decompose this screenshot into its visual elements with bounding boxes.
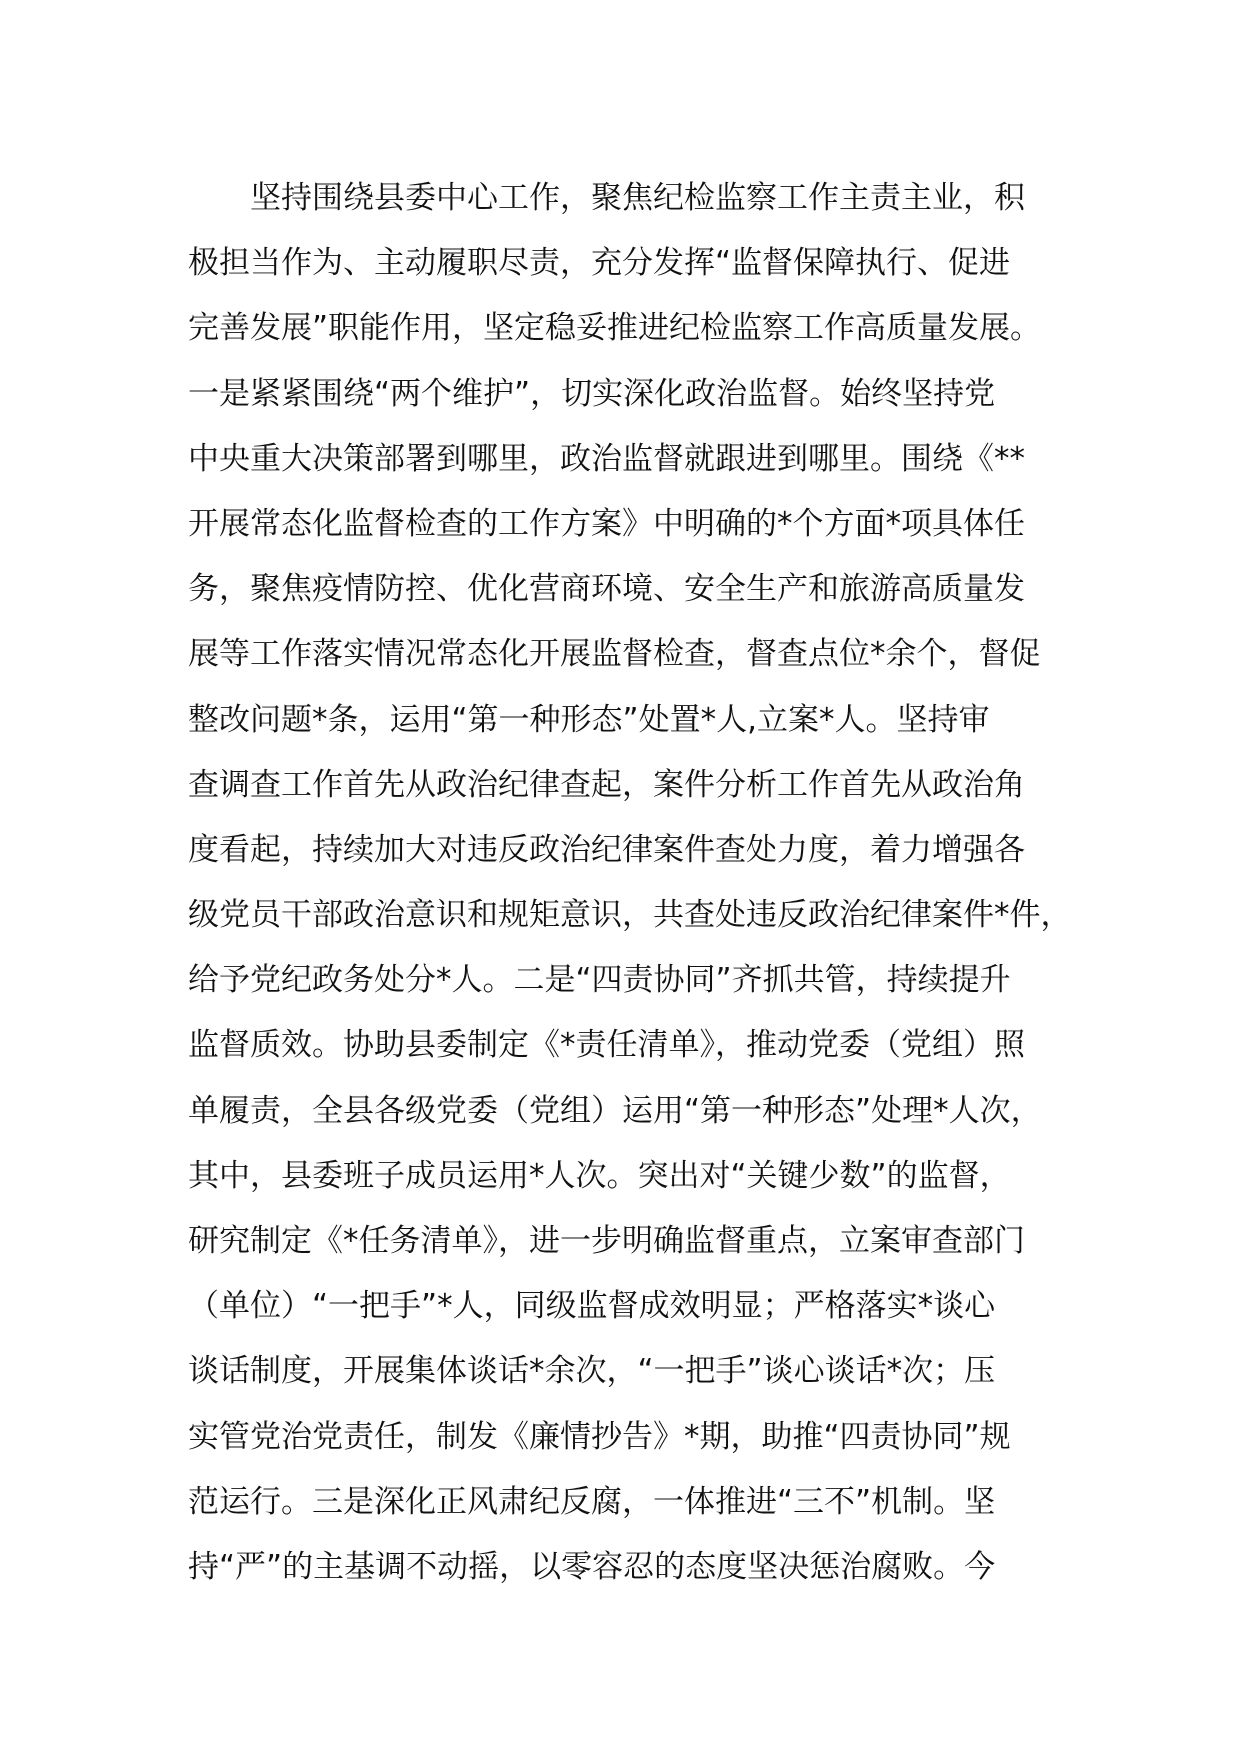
text-line: 级党员干部政治意识和规矩意识，共查处违反政治纪律案件*件， xyxy=(188,897,1072,934)
text-line: 一是紧紧围绕“两个维护”，切实深化政治监督。始终坚持党 xyxy=(188,375,996,412)
text-line: 监督质效。协助县委制定《*责任清单》，推动党委（党组）照 xyxy=(188,1027,1025,1064)
text-line: 查调查工作首先从政治纪律查起，案件分析工作首先从政治角 xyxy=(188,766,1025,803)
text-line: （单位）“一把手”*人，同级监督成效明显；严格落实*谈心 xyxy=(188,1288,996,1325)
text-line: 展等工作落实情况常态化开展监督检查，督查点位*余个，督促 xyxy=(188,636,1041,673)
text-line: 范运行。三是深化正风肃纪反腐，一体推进“三不”机制。坚 xyxy=(188,1483,996,1520)
text-line: 度看起，持续加大对违反政治纪律案件查处力度，着力增强各 xyxy=(188,831,1025,868)
text-line: 整改问题*条，运用“第一种形态”处置*人,立案*人。坚持审 xyxy=(188,701,990,738)
text-line: 研究制定《*任务清单》，进一步明确监督重点，立案审查部门 xyxy=(188,1223,1025,1259)
text-line: 单履责，全县各级党委（党组）运用“第一种形态”处理*人次， xyxy=(188,1092,1042,1129)
text-line: 谈话制度，开展集体谈话*余次，“一把手”谈心谈话*次；压 xyxy=(188,1353,996,1390)
text-line: 极担当作为、主动履职尽责，充分发挥“监督保障执行、促进 xyxy=(188,245,1011,282)
text-line: 给予党纪政务处分*人。二是“四责协同”齐抓共管，持续提升 xyxy=(188,962,1011,999)
text-line: 完善发展”职能作用，坚定稳妥推进纪检监察工作高质量发展。 xyxy=(188,310,1042,347)
text-line: 持“严”的主基调不动摇，以零容忍的态度坚决惩治腐败。今 xyxy=(188,1548,996,1585)
body-paragraph xyxy=(188,166,1088,1600)
text-line: 中央重大决策部署到哪里，政治监督就跟进到哪里。围绕《** xyxy=(188,440,1025,477)
text-line: 坚持围绕县委中心工作，聚焦纪检监察工作主责主业，积 xyxy=(188,180,1025,216)
text-line: 实管党治党责任，制发《廉情抄告》*期，助推“四责协同”规 xyxy=(188,1418,1011,1455)
text-line: 开展常态化监督检查的工作方案》中明确的*个方面*项具体任 xyxy=(188,505,1025,542)
text-line: 其中，县委班子成员运用*人次。突出对“关键少数”的监督， xyxy=(188,1157,1011,1194)
text-line: 务，聚焦疫情防控、优化营商环境、安全生产和旅游高质量发 xyxy=(188,571,1025,608)
